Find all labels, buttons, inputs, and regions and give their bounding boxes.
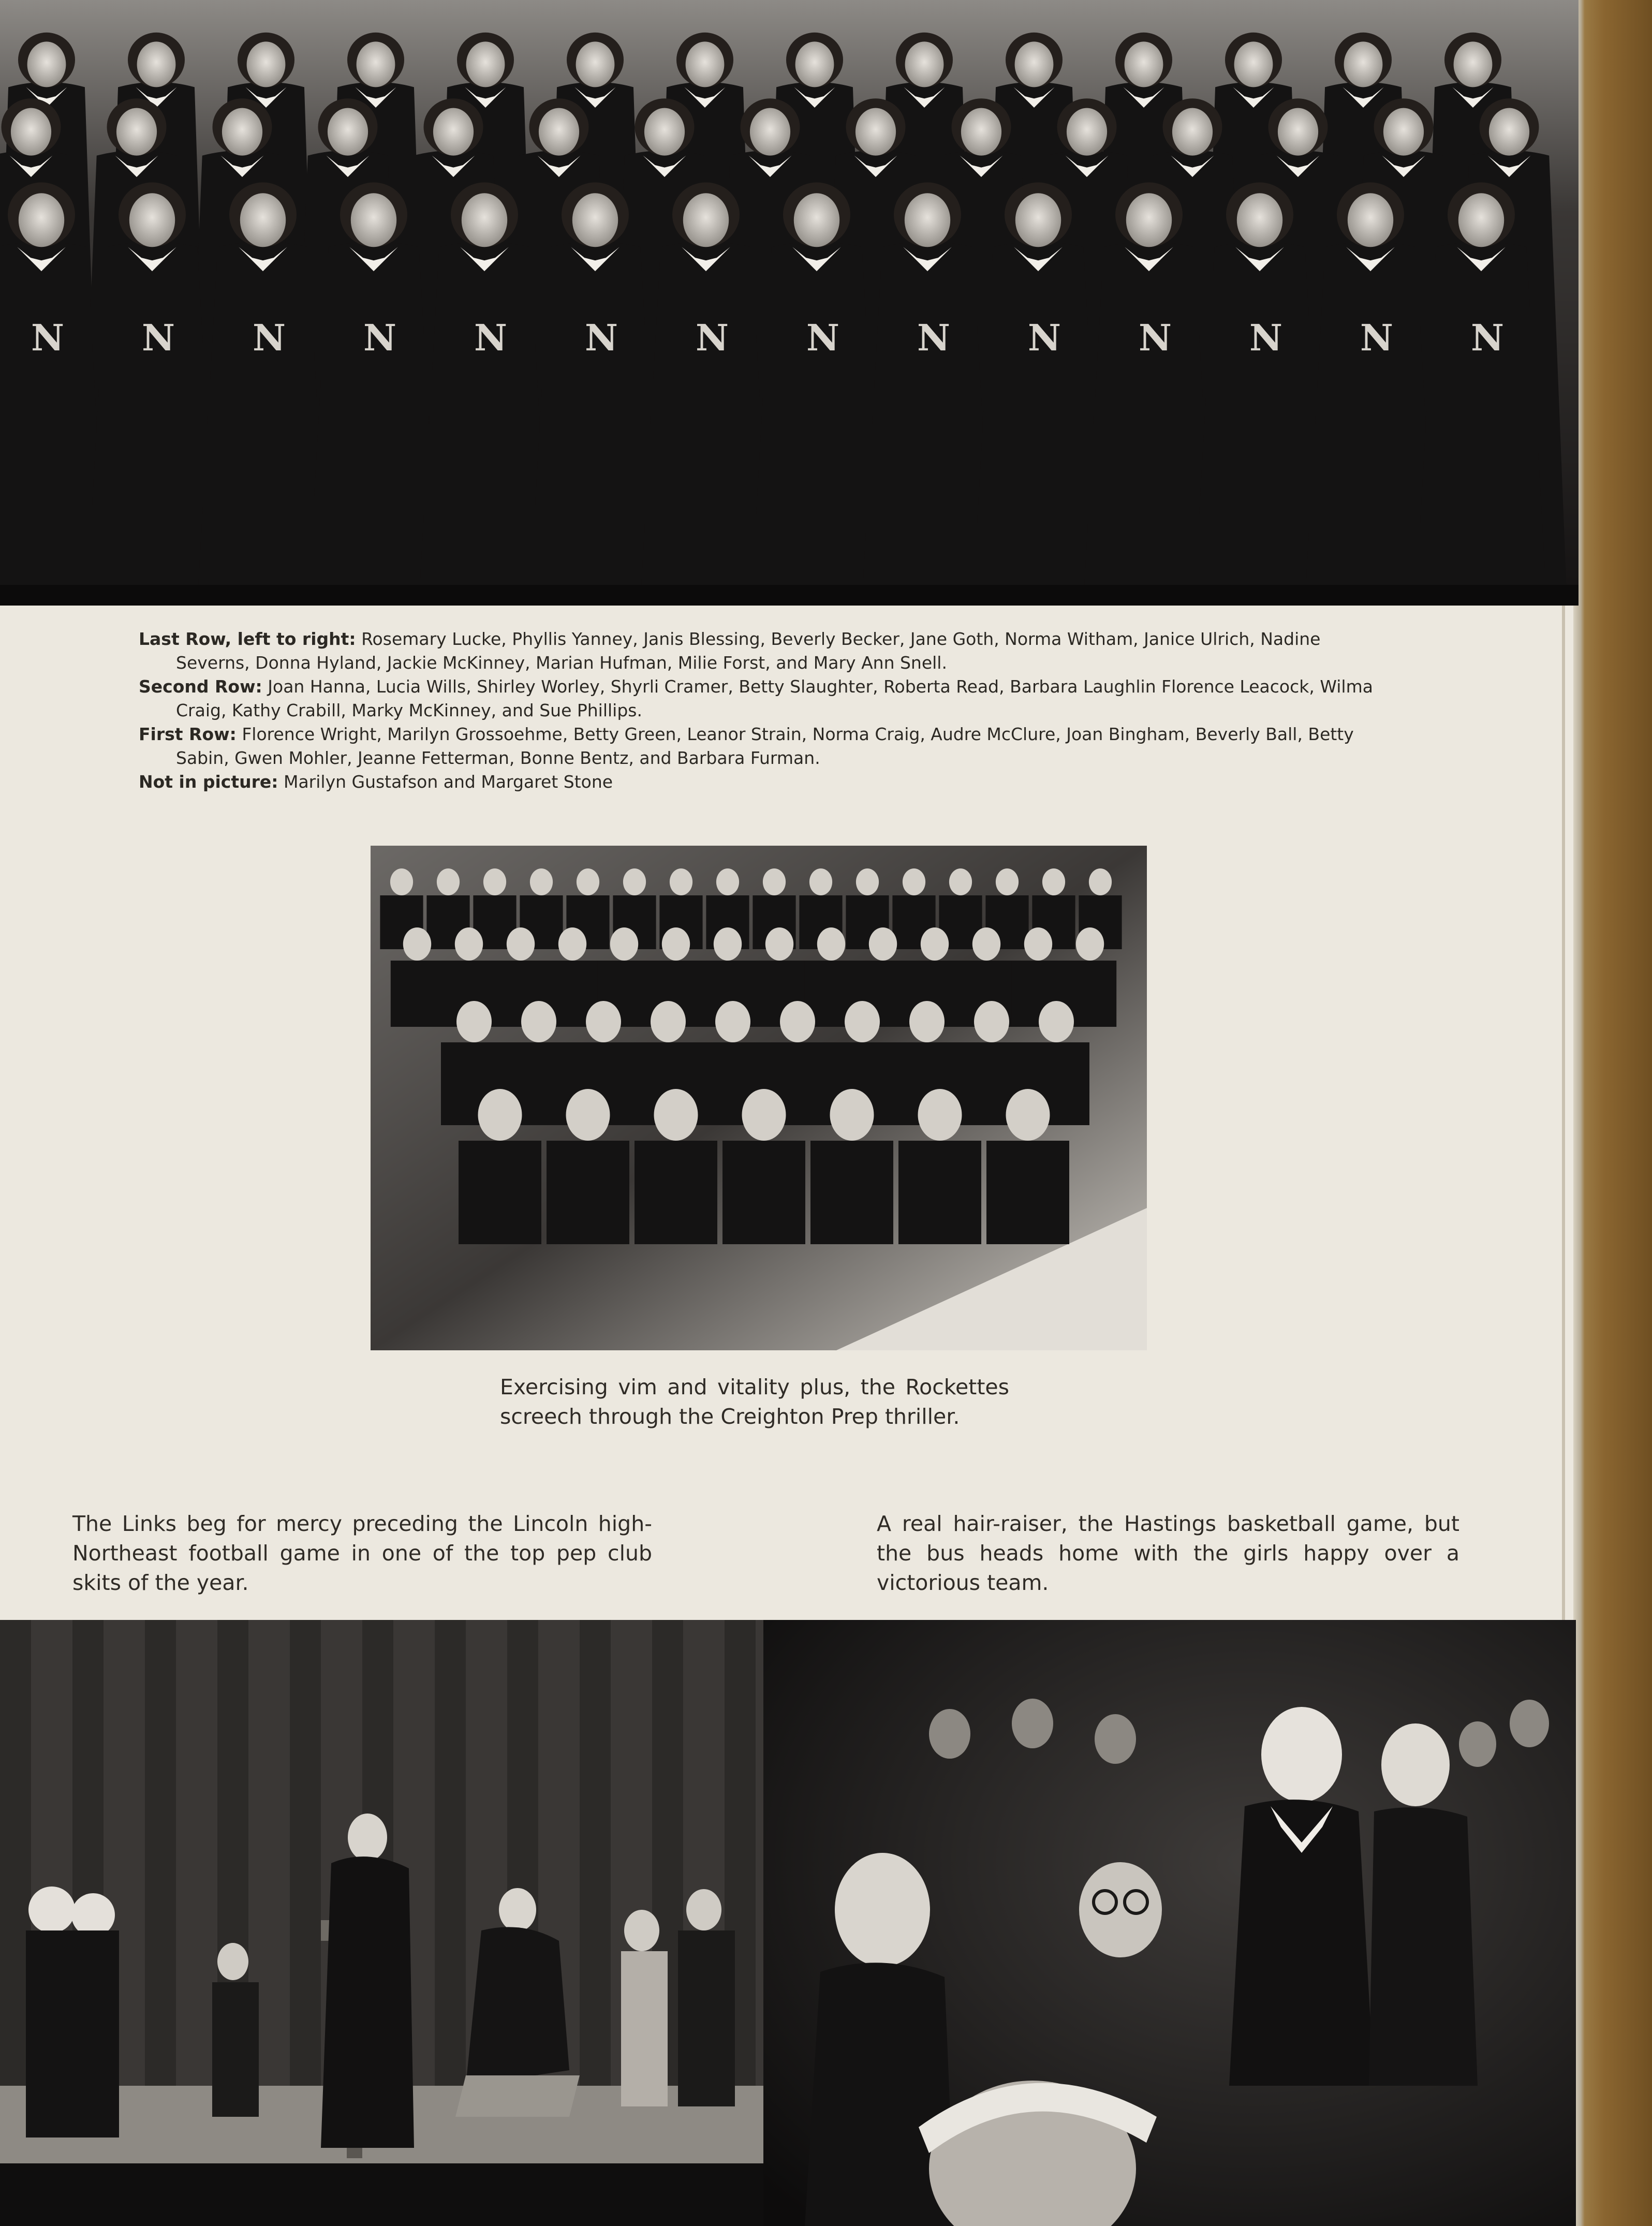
uniform bbox=[752, 242, 881, 585]
face bbox=[129, 193, 175, 247]
face bbox=[1489, 108, 1529, 156]
uniform bbox=[722, 1141, 805, 1244]
uniform bbox=[1306, 242, 1435, 585]
uniform bbox=[986, 1141, 1069, 1244]
face bbox=[845, 1001, 880, 1042]
roster-last-row: Last Row, left to right: Rosemary Lucke, Phyllis Yanney, Janis Blessing, Beverly Becker, Jane Goth, Norma Witham, Janice Ulrich, Nadine Severns, Donna Hyland, Jackie McKinney, Marian Hufman, Milie Forst, and Mary Ann Snell. bbox=[139, 629, 1321, 673]
face bbox=[11, 108, 51, 156]
face bbox=[351, 193, 396, 247]
face bbox=[905, 41, 944, 87]
face bbox=[921, 927, 949, 961]
face bbox=[478, 1089, 522, 1141]
face bbox=[456, 1001, 492, 1042]
face bbox=[27, 41, 66, 87]
uniform bbox=[309, 242, 438, 585]
face bbox=[1089, 868, 1112, 895]
uniform bbox=[1084, 242, 1214, 585]
hastings-bus-photo bbox=[763, 1620, 1576, 2226]
face bbox=[521, 1001, 556, 1042]
face bbox=[817, 927, 845, 961]
face bbox=[765, 927, 793, 961]
face bbox=[683, 193, 729, 247]
uniform bbox=[810, 1141, 893, 1244]
face bbox=[1234, 41, 1273, 87]
uniform bbox=[1417, 242, 1546, 585]
face bbox=[715, 1001, 750, 1042]
sweater-letter-n: N bbox=[1471, 316, 1504, 360]
face bbox=[1348, 193, 1393, 247]
face bbox=[742, 1089, 786, 1141]
face bbox=[750, 108, 790, 156]
face bbox=[1125, 41, 1163, 87]
face bbox=[357, 41, 395, 87]
face bbox=[716, 868, 739, 895]
face bbox=[530, 868, 553, 895]
face bbox=[1278, 108, 1318, 156]
face bbox=[830, 1089, 874, 1141]
uniform bbox=[863, 242, 992, 585]
sweater-letter-n: N bbox=[142, 316, 175, 360]
face bbox=[507, 927, 535, 961]
face bbox=[909, 1001, 945, 1042]
sweater-letter-n: N bbox=[31, 316, 64, 360]
uniform bbox=[530, 242, 660, 585]
face bbox=[918, 1089, 962, 1141]
sweater-letter-n: N bbox=[1139, 316, 1172, 360]
face bbox=[961, 108, 1001, 156]
face bbox=[576, 41, 615, 87]
face bbox=[462, 193, 507, 247]
face bbox=[949, 868, 972, 895]
uniform bbox=[87, 242, 217, 585]
face bbox=[1015, 193, 1061, 247]
face bbox=[670, 868, 692, 895]
face bbox=[433, 108, 474, 156]
face bbox=[1344, 41, 1383, 87]
face bbox=[654, 1089, 698, 1141]
face bbox=[566, 1089, 610, 1141]
face bbox=[794, 193, 839, 247]
face bbox=[116, 108, 157, 156]
roster-not-pictured: Not in picture: Marilyn Gustafson and Margaret Stone bbox=[139, 772, 613, 792]
face bbox=[1458, 193, 1504, 247]
face bbox=[686, 41, 725, 87]
uniform bbox=[635, 1141, 717, 1244]
sweater-letter-n: N bbox=[696, 316, 729, 360]
face bbox=[780, 1001, 815, 1042]
rockettes-caption: Exercising vim and vitality plus, the Rockettes screech through the Creighton Prep thriller. bbox=[500, 1375, 1009, 1429]
face bbox=[19, 193, 64, 247]
book-binding-edge bbox=[1573, 0, 1652, 2226]
face bbox=[1076, 927, 1104, 961]
hastings-bus-photo-image bbox=[763, 1620, 1576, 2226]
links-skit-photo-image bbox=[0, 1620, 763, 2226]
face bbox=[1383, 108, 1424, 156]
uniform bbox=[547, 1141, 629, 1244]
sweater-letter-n: N bbox=[1360, 316, 1393, 360]
face bbox=[1039, 1001, 1074, 1042]
face bbox=[483, 868, 506, 895]
face bbox=[222, 108, 262, 156]
face bbox=[809, 868, 832, 895]
face bbox=[903, 868, 925, 895]
hastings-caption: A real hair-raiser, the Hastings basketball game, but the bus heads home with the girls happy over a victorious team. bbox=[877, 1511, 1459, 1595]
group-photo-image bbox=[0, 0, 1579, 606]
face bbox=[403, 927, 431, 961]
uniform bbox=[641, 242, 771, 585]
uniform bbox=[459, 1141, 541, 1244]
face bbox=[795, 41, 834, 87]
links-skit-photo bbox=[0, 1620, 763, 2226]
face bbox=[1042, 868, 1065, 895]
face bbox=[869, 927, 897, 961]
face bbox=[572, 193, 618, 247]
face bbox=[905, 193, 950, 247]
face bbox=[455, 927, 483, 961]
uniform bbox=[898, 1141, 981, 1244]
face bbox=[558, 927, 586, 961]
face bbox=[1024, 927, 1052, 961]
uniform bbox=[420, 242, 549, 585]
rockettes-photo-image bbox=[371, 846, 1147, 1350]
face bbox=[1454, 41, 1493, 87]
group-photo bbox=[0, 0, 1579, 606]
sweater-letter-n: N bbox=[253, 316, 286, 360]
face bbox=[390, 868, 413, 895]
uniform bbox=[391, 961, 444, 1027]
face bbox=[714, 927, 742, 961]
face bbox=[763, 868, 786, 895]
face bbox=[466, 41, 505, 87]
rockettes-photo bbox=[371, 846, 1147, 1350]
uniform bbox=[1195, 242, 1324, 585]
face bbox=[856, 868, 879, 895]
face bbox=[972, 927, 1000, 961]
uniform bbox=[198, 242, 328, 585]
face bbox=[437, 868, 460, 895]
sweater-letter-n: N bbox=[363, 316, 396, 360]
face bbox=[610, 927, 638, 961]
face bbox=[662, 927, 690, 961]
sweater-letter-n: N bbox=[585, 316, 618, 360]
sweater-letter-n: N bbox=[917, 316, 950, 360]
face bbox=[1006, 1089, 1050, 1141]
sweater-letter-n: N bbox=[474, 316, 507, 360]
face bbox=[974, 1001, 1009, 1042]
face bbox=[1015, 41, 1054, 87]
face bbox=[137, 41, 176, 87]
roster-caption bbox=[139, 627, 1391, 794]
sweater-letter-n: N bbox=[806, 316, 839, 360]
face bbox=[586, 1001, 621, 1042]
face bbox=[996, 868, 1019, 895]
face bbox=[539, 108, 579, 156]
face bbox=[247, 41, 286, 87]
face bbox=[1067, 108, 1107, 156]
face bbox=[328, 108, 368, 156]
face bbox=[240, 193, 286, 247]
face bbox=[1237, 193, 1282, 247]
face bbox=[1126, 193, 1172, 247]
face bbox=[623, 868, 646, 895]
roster-second-row: Second Row: Joan Hanna, Lucia Wills, Shirley Worley, Shyrli Cramer, Betty Slaughter, Roberta Read, Barbara Laughlin Florence Leacock, Wilma Craig, Kathy Crabill, Marky McKinney, and Sue Phillips. bbox=[139, 676, 1373, 720]
sweater-letter-n: N bbox=[1249, 316, 1282, 360]
face bbox=[1172, 108, 1213, 156]
roster-first-row: First Row: Florence Wright, Marilyn Grossoehme, Betty Green, Leanor Strain, Norma Craig, Audre McClure, Joan Bingham, Beverly Ball, Betty Sabin, Gwen Mohler, Jeanne Fetterman, Bonne Bentz, and Barbara Furman. bbox=[139, 724, 1354, 768]
links-caption: The Links beg for mercy preceding the Lincoln high-Northeast football game in one of the top pep club skits of the year. bbox=[72, 1511, 652, 1595]
face bbox=[856, 108, 896, 156]
uniform bbox=[974, 242, 1103, 585]
face bbox=[577, 868, 599, 895]
face bbox=[644, 108, 685, 156]
face bbox=[651, 1001, 686, 1042]
sweater-letter-n: N bbox=[1028, 316, 1061, 360]
